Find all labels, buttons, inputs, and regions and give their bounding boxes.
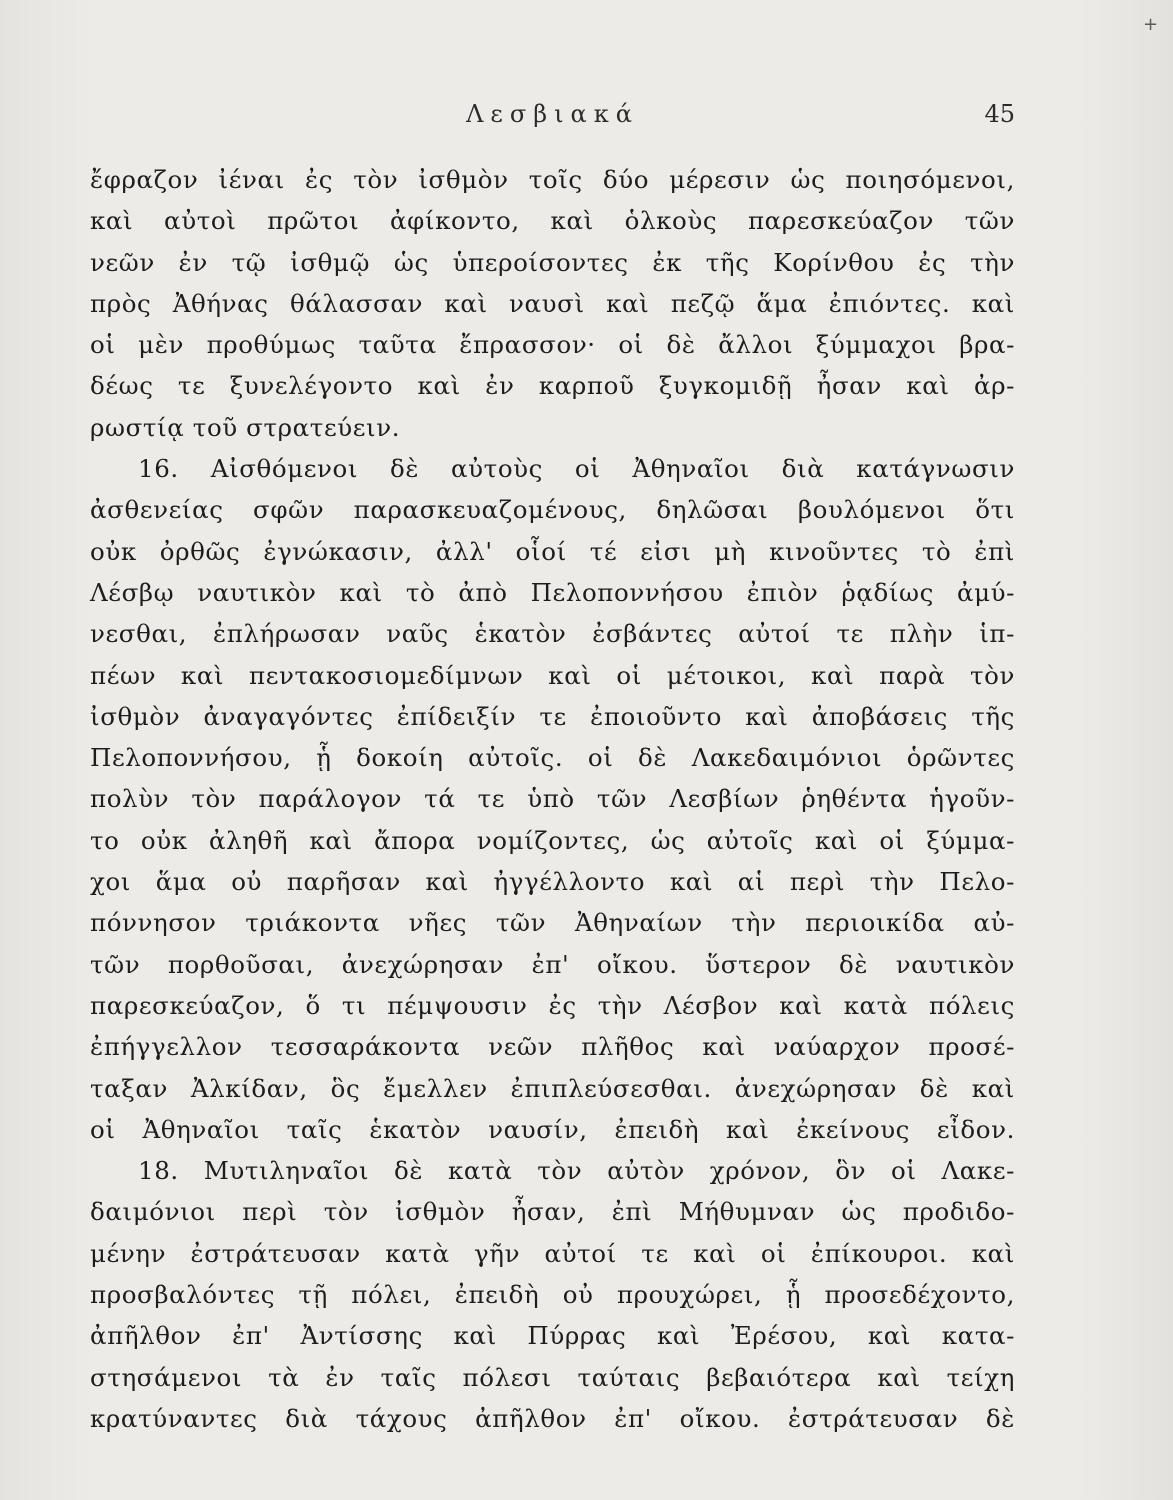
text-line: τῶν πορθοῦσαι, ἀνεχώρησαν ἐπ' οἴκου. ὕστερον δὲ ναυτικὸν [90,949,1015,979]
text-line: ρωστίᾳ τοῦ στρατεύειν. [90,412,401,442]
page-header [90,100,1015,140]
text-line: πολὺν τὸν παράλογον τά τε ὑπὸ τῶν Λεσβίων ῥηθέντα ἡγοῦν- [90,784,1015,814]
corner-mark: + [1143,14,1159,35]
text-line: οὐκ ὀρθῶς ἐγνώκασιν, ἀλλ' οἷοί τέ εἰσι μὴ κινοῦντες τὸ ἐπὶ [90,536,1015,566]
page-number: 45 [984,100,1015,128]
text-line: Πελοποννήσου, ᾗ δοκοίη αὐτοῖς. οἱ δὲ Λακεδαιμόνιοι ὁρῶντες [90,743,1015,773]
text-line: ἔφραζον ἰέναι ἐς τὸν ἰσθμὸν τοῖς δύο μέρεσιν ὡς ποιησόμενοι, [90,165,1015,194]
text-line: πέων καὶ πεντακοσιομεδίμνων καὶ οἱ μέτοικοι, καὶ παρὰ τὸν [90,660,1015,690]
text-line: μένην ἐστράτευσαν κατὰ γῆν αὐτοί τε καὶ οἱ ἐπίκουροι. καὶ [90,1238,1015,1268]
text-line: δέως τε ξυνελέγοντο καὶ ἐν καρποῦ ξυγκομιδῇ ἦσαν καὶ ἀρ- [90,371,1015,401]
text-line: ταξαν Ἀλκίδαν, ὃς ἔμελλεν ἐπιπλεύσεσθαι. ἀνεχώρησαν δὲ καὶ [90,1073,1015,1103]
text-line: ἰσθμὸν ἀναγαγόντες ἐπίδειξίν τε ἐποιοῦντο καὶ ἀποβάσεις τῆς [90,701,1015,731]
text-line: ἐπήγγελλον τεσσαράκοντα νεῶν πλῆθος καὶ ναύαρχον προσέ- [90,1032,1015,1062]
text-line: το οὐκ ἀληθῆ καὶ ἄπορα νομίζοντες, ὡς αὐτοῖς καὶ οἱ ξύμμα- [90,825,1015,855]
paragraph-start-line: 16. Αἰσθόμενοι δὲ αὐτοὺς οἱ Ἀθηναῖοι διὰ κατάγνωσιν [138,454,1015,484]
text-line: κρατύναντες διὰ τάχους ἀπῆλθον ἐπ' οἴκου. ἐστράτευσαν δὲ [90,1403,1015,1433]
text-line: χοι ἅμα οὐ παρῆσαν καὶ ἠγγέλλοντο καὶ αἱ περὶ τὴν Πελο- [90,867,1015,897]
text-line: καὶ αὐτοὶ πρῶτοι ἀφίκοντο, καὶ ὁλκοὺς παρεσκεύαζον τῶν [90,206,1015,236]
text-line: πρὸς Ἀθήνας θάλασσαν καὶ ναυσὶ καὶ πεζῷ ἅμα ἐπιόντες. καὶ [90,288,1015,318]
text-line: παρεσκεύαζον, ὅ τι πέμψουσιν ἐς τὴν Λέσβον καὶ κατὰ πόλεις [90,990,1015,1020]
text-line: νεσθαι, ἐπλήρωσαν ναῦς ἑκατὸν ἐσβάντες αὐτοί τε πλὴν ἱπ- [90,619,1015,649]
text-line: πόννησον τριάκοντα νῆες τῶν Ἀθηναίων τὴν περιοικίδα αὐ- [90,908,1015,938]
text-line: οἱ μὲν προθύμως ταῦτα ἔπρασσον· οἱ δὲ ἄλλοι ξύμμαχοι βρα- [90,330,1015,360]
body-text [90,159,1015,1439]
text-line: στησάμενοι τὰ ἐν ταῖς πόλεσι ταύταις βεβαιότερα καὶ τείχη [90,1362,1015,1392]
text-line: οἱ Ἀθηναῖοι ταῖς ἑκατὸν ναυσίν, ἐπειδὴ καὶ ἐκείνους εἶδον. [90,1114,1015,1144]
text-line: Λέσβῳ ναυτικὸν καὶ τὸ ἀπὸ Πελοποννήσου ἐπιὸν ῥᾳδίως ἀμύ- [90,577,1015,607]
text-line: νεῶν ἐν τῷ ἰσθμῷ ὡς ὑπεροίσοντες ἐκ τῆς Κορίνθου ἐς τὴν [90,247,1015,277]
text-line: δαιμόνιοι περὶ τὸν ἰσθμὸν ἦσαν, ἐπὶ Μήθυμναν ὡς προδιδο- [90,1197,1015,1227]
paragraph-start-line: 18. Μυτιληναῖοι δὲ κατὰ τὸν αὐτὸν χρόνον, ὃν οἱ Λακε- [138,1156,1015,1186]
text-line: ἀσθενείας σφῶν παρασκευαζομένους, δηλῶσαι βουλόμενοι ὅτι [90,495,1015,525]
running-title: Λεσβιακά [466,100,639,128]
text-line: προσβαλόντες τῇ πόλει, ἐπειδὴ οὐ προυχώρει, ᾗ προσεδέχοντο, [90,1280,1015,1310]
text-line: ἀπῆλθον ἐπ' Ἀντίσσης καὶ Πύρρας καὶ Ἐρέσου, καὶ κατα- [90,1321,1015,1351]
